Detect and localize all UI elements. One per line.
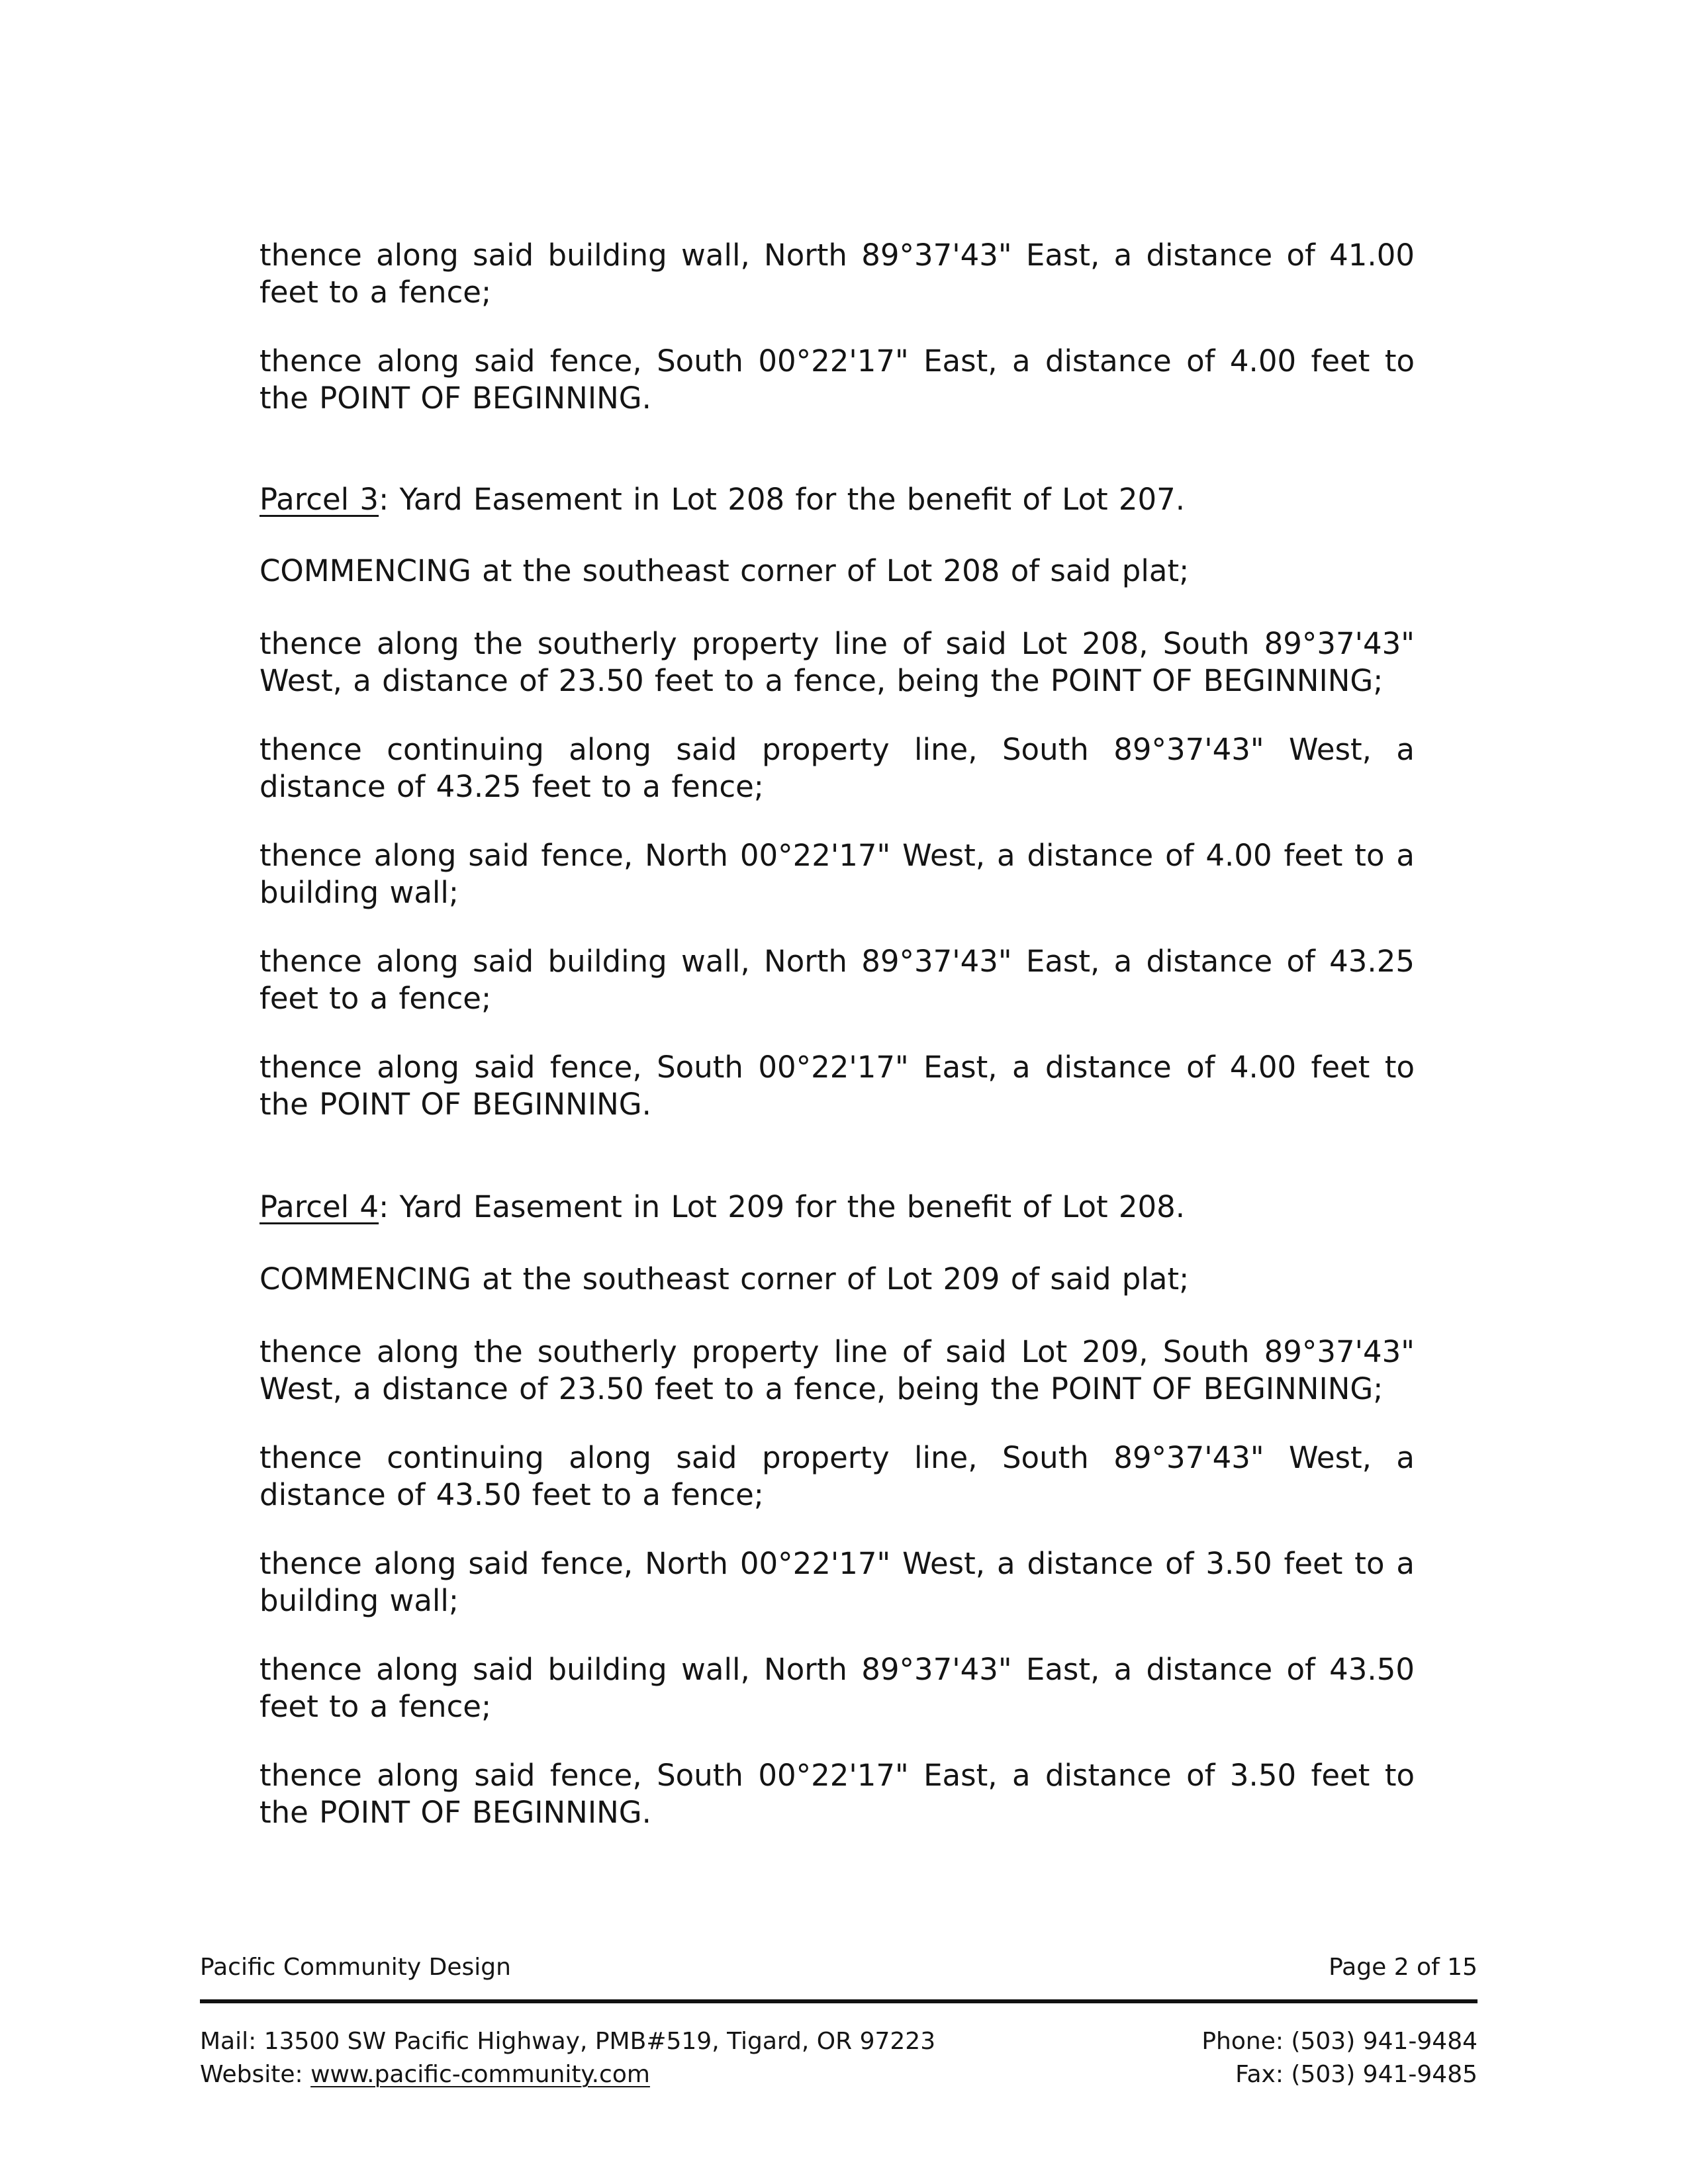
parcel-4-label: Parcel 4 <box>259 1189 379 1224</box>
footer-page-number: Page 2 of 15 <box>1329 1954 1477 1981</box>
paragraph: thence along the southerly property line of said Lot 208, South 89°37'43" West, a distance of 23.50 feet to a fence, being the POINT OF BEGINNING; <box>259 626 1415 698</box>
parcel-3-heading <box>259 481 1415 518</box>
paragraph: thence along said fence, South 00°22'17" East, a distance of 3.50 feet to the POINT OF BEGINNING. <box>259 1758 1415 1830</box>
footer-fax: Fax: (503) 941-9485 <box>1235 2061 1477 2088</box>
parcel-4-heading <box>259 1189 1415 1226</box>
footer-company: Pacific Community Design <box>200 1954 511 1981</box>
footer-mail-address: Mail: 13500 SW Pacific Highway, PMB#519, Tigard, OR 97223 <box>200 2028 936 2055</box>
footer-website-label: Website: <box>200 2061 311 2088</box>
paragraph: thence continuing along said property line, South 89°37'43" West, a distance of 43.25 feet to a fence; <box>259 732 1415 804</box>
paragraph: COMMENCING at the southeast corner of Lot 209 of said plat; <box>259 1261 1190 1297</box>
parcel-4-description: : Yard Easement in Lot 209 for the benefit of Lot 208. <box>379 1189 1186 1224</box>
paragraph: thence along said building wall, North 89°37'43" East, a distance of 43.50 feet to a fence; <box>259 1652 1415 1724</box>
paragraph: thence along said fence, North 00°22'17" West, a distance of 4.00 feet to a building wall; <box>259 838 1415 910</box>
parcel-3-label: Parcel 3 <box>259 482 379 517</box>
paragraph: thence along said building wall, North 89°37'43" East, a distance of 43.25 feet to a fence; <box>259 944 1415 1016</box>
paragraph: thence along said building wall, North 89°37'43" East, a distance of 41.00 feet to a fence; <box>259 238 1415 310</box>
footer-website <box>200 2060 650 2090</box>
footer-phone: Phone: (503) 941-9484 <box>1201 2028 1477 2055</box>
footer-divider <box>200 1999 1477 2003</box>
paragraph: thence along said fence, South 00°22'17" East, a distance of 4.00 feet to the POINT OF BEGINNING. <box>259 343 1415 416</box>
website-link[interactable]: www.pacific-community.com <box>310 2061 650 2088</box>
paragraph: thence along said fence, North 00°22'17" West, a distance of 3.50 feet to a building wall; <box>259 1546 1415 1618</box>
paragraph: thence along said fence, South 00°22'17" East, a distance of 4.00 feet to the POINT OF BEGINNING. <box>259 1050 1415 1122</box>
paragraph: thence continuing along said property line, South 89°37'43" West, a distance of 43.50 feet to a fence; <box>259 1440 1415 1512</box>
paragraph: COMMENCING at the southeast corner of Lot 208 of said plat; <box>259 553 1190 588</box>
paragraph: thence along the southerly property line of said Lot 209, South 89°37'43" West, a distance of 23.50 feet to a fence, being the POINT OF BEGINNING; <box>259 1334 1415 1406</box>
parcel-3-description: : Yard Easement in Lot 208 for the benefit of Lot 207. <box>379 482 1186 517</box>
